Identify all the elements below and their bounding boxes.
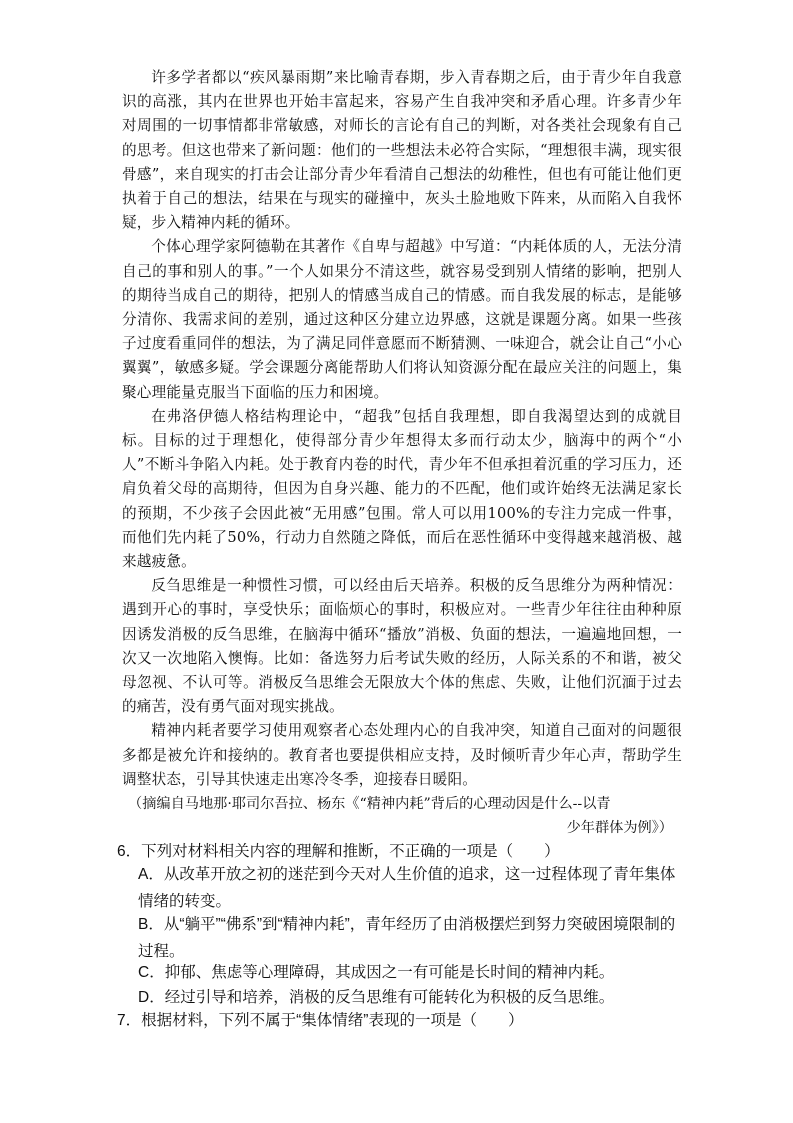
question-6-option-d[interactable]: D．经过引导和培养，消极的反刍思维有可能转化为积极的反刍思维。: [138, 989, 615, 1006]
passage-paragraph-4: 反刍思维是一种惯性习惯，可以经由后天培养。积极的反刍思维分为两种情况：遇到开心的事时，享受快乐；面临烦心的事时，积极应对。一些青少年往往由种种原因诱发消极的反刍思维，在脑海中循环“播放”消极、负面的想法，一遍遍地回想，一次又一次地陷入懊悔。比如：备选努力后考试失败的经历，人际关系的不和谐，被父母忽视、不认可等。消极反刍思维会无限放大个体的焦虑、失败，让他们沉湎于过去的痛苦，没有勇气面对现实挑战。: [122, 577, 682, 716]
source-line-1: （摘编自马地那·耶司尔吾拉、杨东《“精神内耗”背后的心理动因是什么--以青: [128, 796, 611, 812]
question-6-stem: 6．下列对材料相关内容的理解和推断，不正确的一项是（ ）: [117, 843, 560, 860]
question-6-option-c[interactable]: C．抑郁、焦虑等心理障碍，其成因之一有可能是长时间的精神内耗。: [138, 964, 615, 981]
reading-passage: [122, 66, 682, 792]
source-line-2: 少年群体为例》）: [566, 820, 673, 837]
passage-paragraph-5: 精神内耗者要学习使用观察者心态处理内心的自我冲突，知道自己面对的问题很多都是被允许和接纳的。教育者也要提供相应支持，及时倾听青少年心声，帮助学生调整状态，引导其快速走出寒冷冬季，迎接春日暖阳。: [122, 722, 682, 788]
question-7-stem: 7．根据材料，下列不属于“集体情绪”表现的一项是（ ）: [117, 1012, 524, 1029]
passage-paragraph-3: 在弗洛伊德人格结构理论中，“超我”包括自我理想，即自我渴望达到的成就目标。目标的过于理想化，使得部分青少年想得太多而行动太少，脑海中的两个“小人”不断斗争陷入内耗。处于教育内卷的时代，青少年不但承担着沉重的学习压力，还肩负着父母的高期待，但因为自身兴趣、能力的不匹配，他们或许始终无法满足家长的预期，不少孩子会因此被“无用感”包围。常人可以用100%的专注力完成一件事，而他们先内耗了50%，行动力自然随之降低，而后在恶性循环中变得越来越消极、越来越疲惫。: [122, 407, 682, 571]
passage-source: [128, 792, 673, 840]
passage-paragraph-2: 个体心理学家阿德勒在其著作《自卑与超越》中写道：“内耗体质的人，无法分清自己的事和别人的事。”一个人如果分不清这些，就容易受到别人情绪的影响，把别人的期待当成自己的期待，把别人的情感当成自己的情感。而自我发展的标志，是能够分清你、我需求间的差别，通过这种区分建立边界感，这就是课题分离。如果一些孩子过度看重同伴的想法，为了满足同伴意愿而不断猜测、一味迎合，就会让自己“小心翼翼”，敏感多疑。学会课题分离能帮助人们将认知资源分配在最应关注的问题上，集聚心理能量克服当下面临的压力和困境。: [122, 238, 682, 401]
question-6-option-b[interactable]: B．从“躺平”“佛系”到“精神内耗”，青年经历了由消极摆烂到努力突破困境限制的过程。: [138, 916, 676, 960]
question-6-option-a[interactable]: A．从改革开放之初的迷茫到今天对人生价值的追求，这一过程体现了青年集体情绪的转变。: [138, 866, 676, 910]
passage-paragraph-1: 许多学者都以“疾风暴雨期”来比喻青春期，步入青春期之后，由于青少年自我意识的高涨，其内在世界也开始丰富起来，容易产生自我冲突和矛盾心理。许多青少年对周围的一切事情都非常敏感，对师长的言论有自己的判断，对各类社会现象有自己的思考。但这也带来了新问题：他们的一些想法未必符合实际，“理想很丰满，现实很骨感”，来自现实的打击会让部分青少年看清自己想法的幼稚性，但也有可能让他们更执着于自己的想法，结果在与现实的碰撞中，灰头土脸地败下阵来，从而陷入自我怀疑，步入精神内耗的循环。: [122, 69, 682, 232]
